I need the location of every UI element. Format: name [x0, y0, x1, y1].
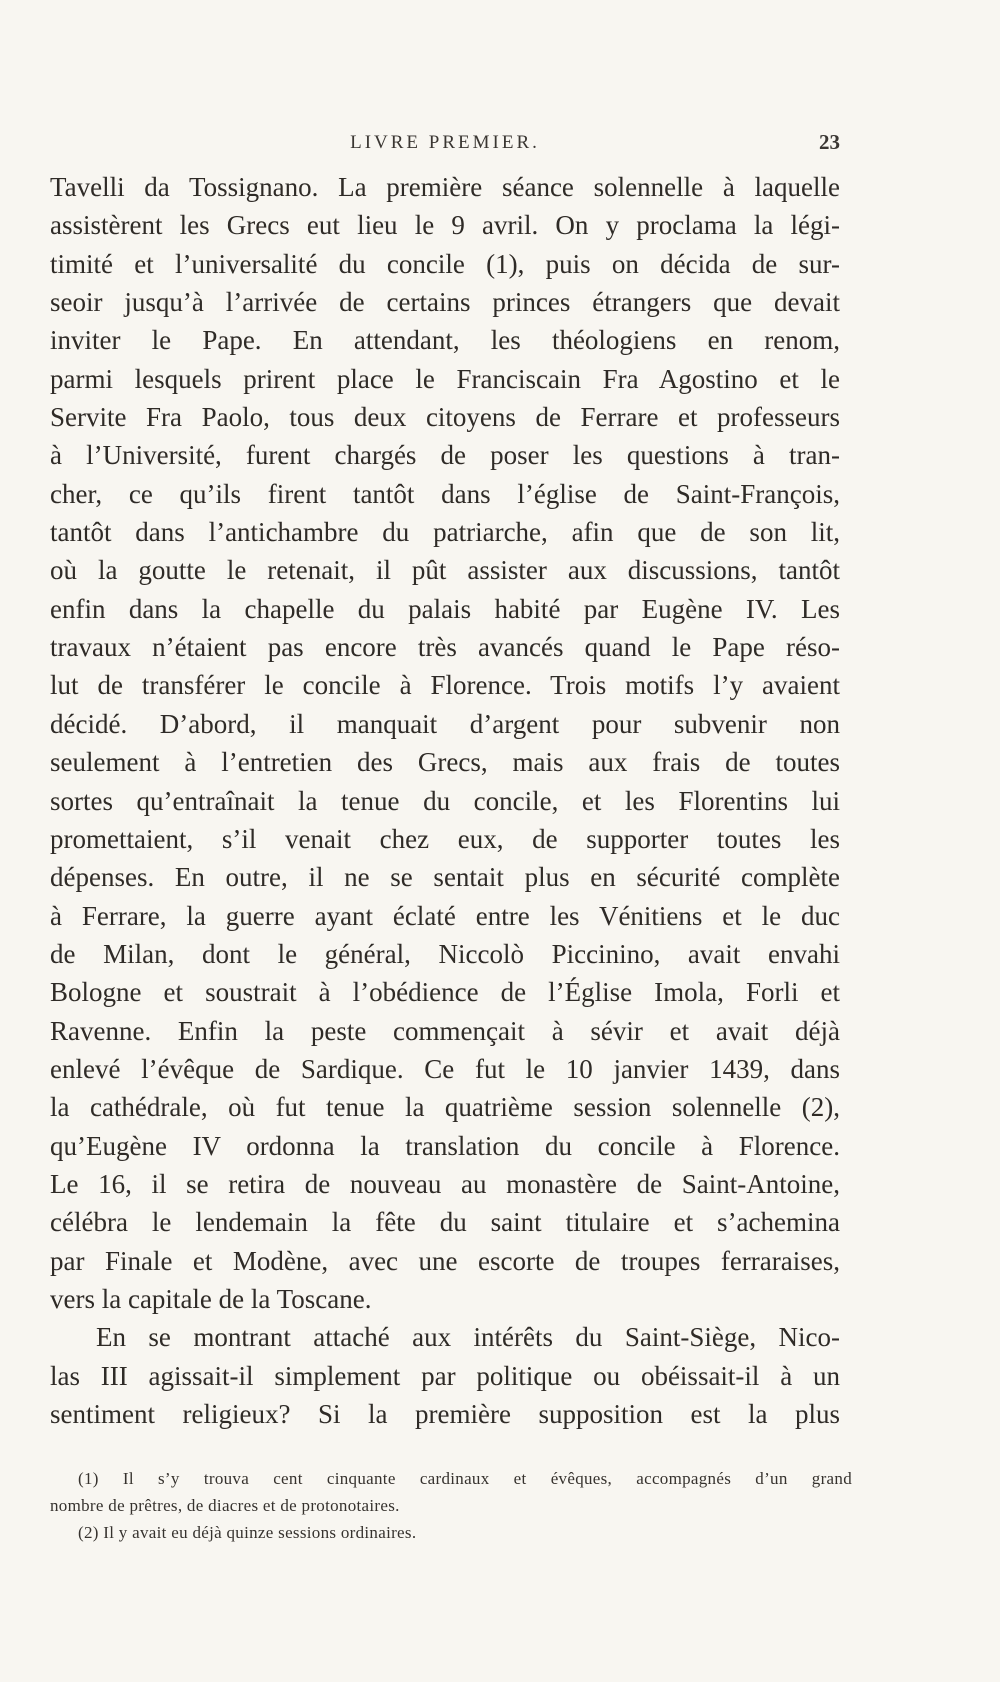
text-line: Le 16, il se retira de nouveau au monastère de Saint-Antoine,: [50, 1168, 840, 1199]
paragraph-end-line: vers la capitale de la Toscane.: [50, 1283, 372, 1314]
text-line: las III agissait-il simplement par politique ou obéissait-il à un: [50, 1360, 840, 1391]
text-line: timité et l’universalité du concile (1), puis on décida de sur-: [50, 248, 840, 279]
text-line: sentiment religieux? Si la première supposition est la plus: [50, 1399, 840, 1429]
text-line: par Finale et Modène, avec une escorte de troupes ferraraises,: [50, 1245, 840, 1276]
text-line: Servite Fra Paolo, tous deux citoyens de Ferrare et professeurs: [50, 402, 840, 433]
text-line: enfin dans la chapelle du palais habité par Eugène IV. Les: [50, 593, 840, 624]
text-line: à l’Université, furent chargés de poser les questions à tran-: [50, 440, 840, 471]
footnote-1-line: (1) Il s’y trouva cent cinquante cardinaux et évêques, accompagnés d’un grand: [78, 1469, 852, 1488]
body-text: [50, 168, 840, 1433]
text-line: décidé. D’abord, il manquait d’argent pour subvenir non: [50, 708, 840, 739]
text-line: où la goutte le retenait, il pût assister aux discussions, tantôt: [50, 555, 840, 586]
text-line: à Ferrare, la guerre ayant éclaté entre les Vénitiens et le duc: [50, 900, 840, 931]
text-line: célébra le lendemain la fête du saint titulaire et s’achemina: [50, 1207, 840, 1238]
text-line: parmi lesquels prirent place le Franciscain Fra Agostino et le: [50, 363, 840, 394]
footnote-1-line: nombre de prêtres, de diacres et de protonotaires.: [50, 1496, 400, 1515]
text-line: qu’Eugène IV ordonna la translation du concile à Florence.: [50, 1130, 840, 1161]
text-line: Bologne et soustrait à l’obédience de l’Église Imola, Forli et: [50, 977, 840, 1008]
text-line: de Milan, dont le général, Niccolò Piccinino, avait envahi: [50, 938, 840, 969]
text-line: promettaient, s’il venait chez eux, de supporter toutes les: [50, 823, 840, 854]
paragraph-start-line: En se montrant attaché aux intérêts du Saint-Siège, Nico-: [96, 1322, 840, 1353]
text-line: sortes qu’entraînait la tenue du concile, et les Florentins lui: [50, 785, 840, 816]
text-line: tantôt dans l’antichambre du patriarche, afin que de son lit,: [50, 517, 840, 548]
text-line: Ravenne. Enfin la peste commençait à sévir et avait déjà: [50, 1015, 840, 1046]
running-title: LIVRE PREMIER.: [350, 132, 540, 153]
text-line: travaux n’étaient pas encore très avancés quand le Pape réso-: [50, 632, 840, 663]
text-line: dépenses. En outre, il ne se sentait plus en sécurité complète: [50, 862, 840, 893]
text-line: Tavelli da Tossignano. La première séance solennelle à laquelle: [50, 172, 840, 202]
page-number: 23: [819, 130, 840, 154]
text-line: enlevé l’évêque de Sardique. Ce fut le 10 janvier 1439, dans: [50, 1053, 840, 1084]
text-line: assistèrent les Grecs eut lieu le 9 avril. On y proclama la légi-: [50, 210, 840, 241]
text-line: seoir jusqu’à l’arrivée de certains princes étrangers que devait: [50, 287, 840, 318]
text-line: la cathédrale, où fut tenue la quatrième session solennelle (2),: [50, 1092, 840, 1123]
running-head: [50, 130, 840, 160]
text-line: inviter le Pape. En attendant, les théologiens en renom,: [50, 325, 840, 356]
text-line: cher, ce qu’ils firent tantôt dans l’église de Saint-François,: [50, 478, 840, 509]
footnote-2: (2) Il y avait eu déjà quinze sessions ordinaires.: [78, 1523, 417, 1542]
text-line: lut de transférer le concile à Florence. Trois motifs l’y avaient: [50, 670, 840, 701]
text-line: seulement à l’entretien des Grecs, mais aux frais de toutes: [50, 747, 840, 778]
footnotes: [50, 1465, 852, 1546]
